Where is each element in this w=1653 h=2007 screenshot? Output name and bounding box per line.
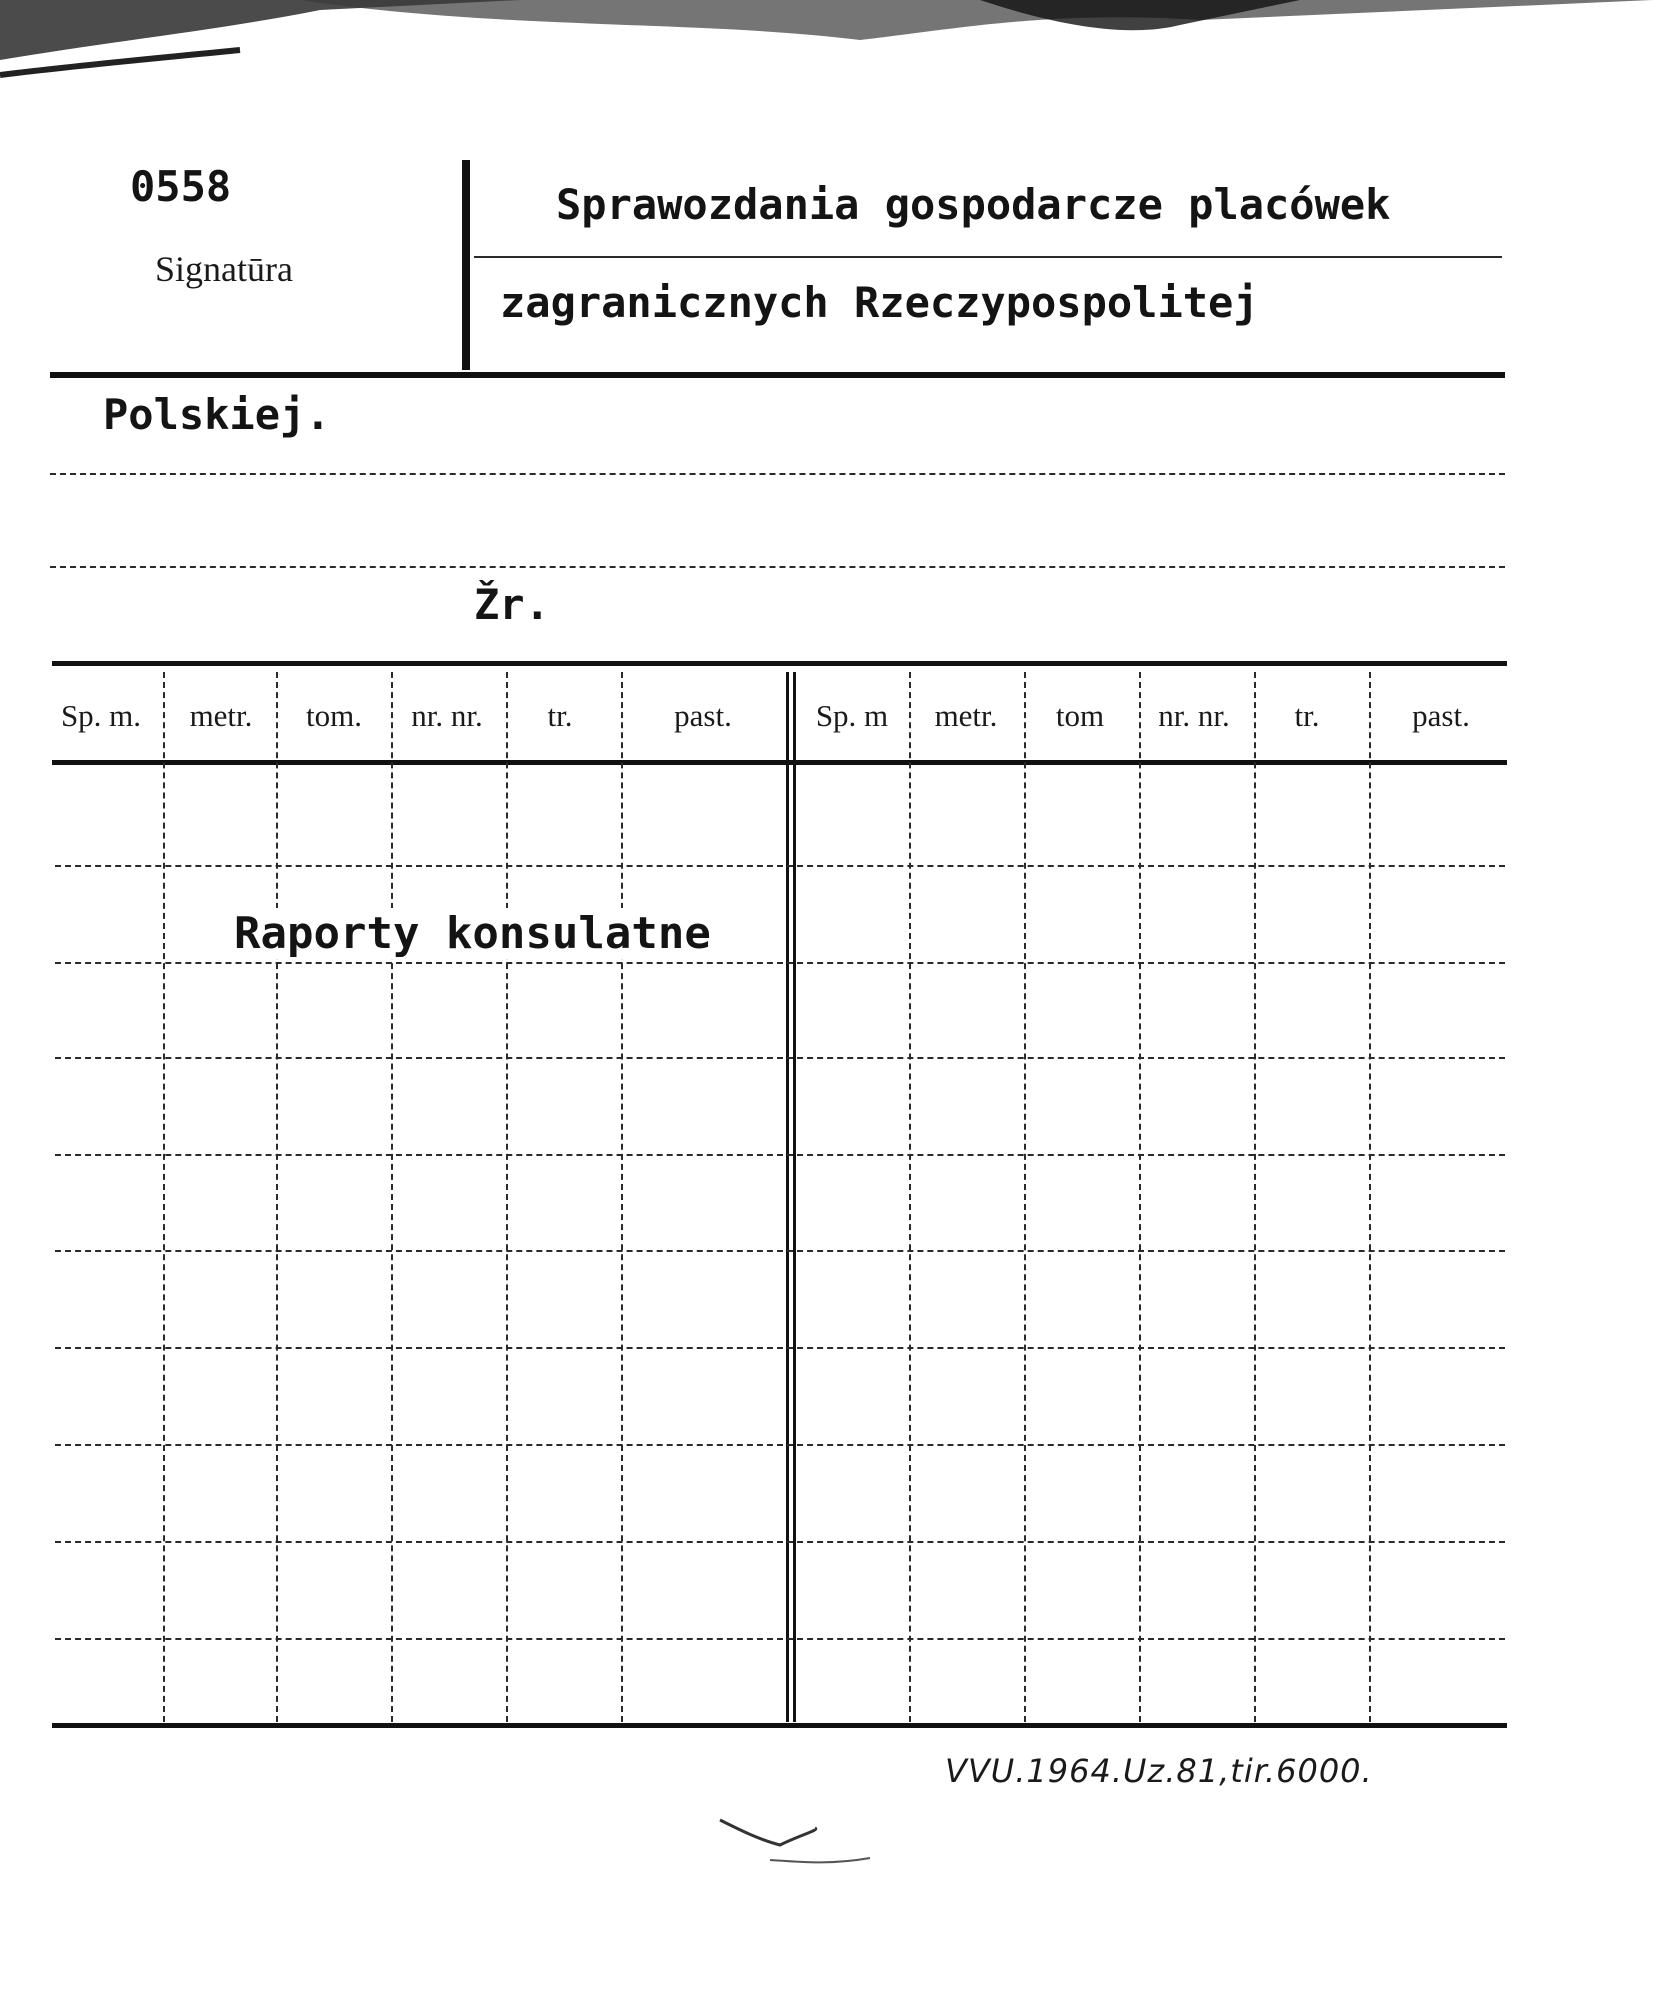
column-header: tr. <box>1294 698 1320 733</box>
column-header: nr. nr. <box>1158 698 1230 733</box>
column-line <box>506 672 508 1722</box>
title-line-2: zagranicznych Rzeczypospolitej <box>500 278 1259 327</box>
source-label: Žr. <box>474 580 550 629</box>
title-rule-1 <box>474 256 1502 258</box>
row-line <box>55 865 1505 867</box>
column-header: metr. <box>934 698 998 733</box>
row-line <box>55 1250 1505 1252</box>
pencil-mark <box>700 1800 900 1890</box>
column-line <box>163 672 165 1722</box>
table-top-rule <box>52 661 1507 666</box>
signature-label: Signatūra <box>155 249 293 289</box>
footer-note: VVU.1964.Uz.81,tir.6000. <box>945 1752 1373 1790</box>
column-header: tom. <box>306 698 362 733</box>
table-center-divider <box>786 672 796 1722</box>
signature-divider <box>462 160 470 370</box>
column-header: Sp. m <box>815 698 889 733</box>
row-line <box>55 1154 1505 1156</box>
column-header: past. <box>674 698 732 733</box>
column-line <box>1254 672 1256 1722</box>
table-header-rule <box>52 760 1507 765</box>
column-header: past. <box>1412 698 1470 733</box>
column-header: tr. <box>547 698 573 733</box>
table-bottom-rule <box>52 1723 1507 1728</box>
column-line <box>391 672 393 1722</box>
column-header: metr. <box>189 698 253 733</box>
torn-edge <box>0 0 1653 80</box>
row-line <box>55 1444 1505 1446</box>
row-line <box>55 962 1505 964</box>
column-line <box>621 672 623 1722</box>
column-header: Sp. m. <box>60 698 142 733</box>
column-line <box>276 672 278 1722</box>
title-line-1: Sprawozdania gospodarcze placówek <box>556 180 1391 229</box>
row-line <box>55 1057 1505 1059</box>
ruled-line <box>50 473 1505 475</box>
row-line <box>55 1347 1505 1349</box>
table-entry: Raporty konsulatne <box>234 908 711 959</box>
column-line <box>1369 672 1371 1722</box>
column-header: tom <box>1055 698 1105 733</box>
ruled-line <box>50 566 1505 568</box>
row-line <box>55 1541 1505 1543</box>
column-line <box>1024 672 1026 1722</box>
row-line <box>55 1638 1505 1640</box>
header-rule <box>50 372 1505 378</box>
column-header: nr. nr. <box>411 698 483 733</box>
column-line <box>909 672 911 1722</box>
signature-number: 0558 <box>130 162 232 211</box>
column-line <box>1139 672 1141 1722</box>
title-line-3: Polskiej. <box>103 390 331 439</box>
